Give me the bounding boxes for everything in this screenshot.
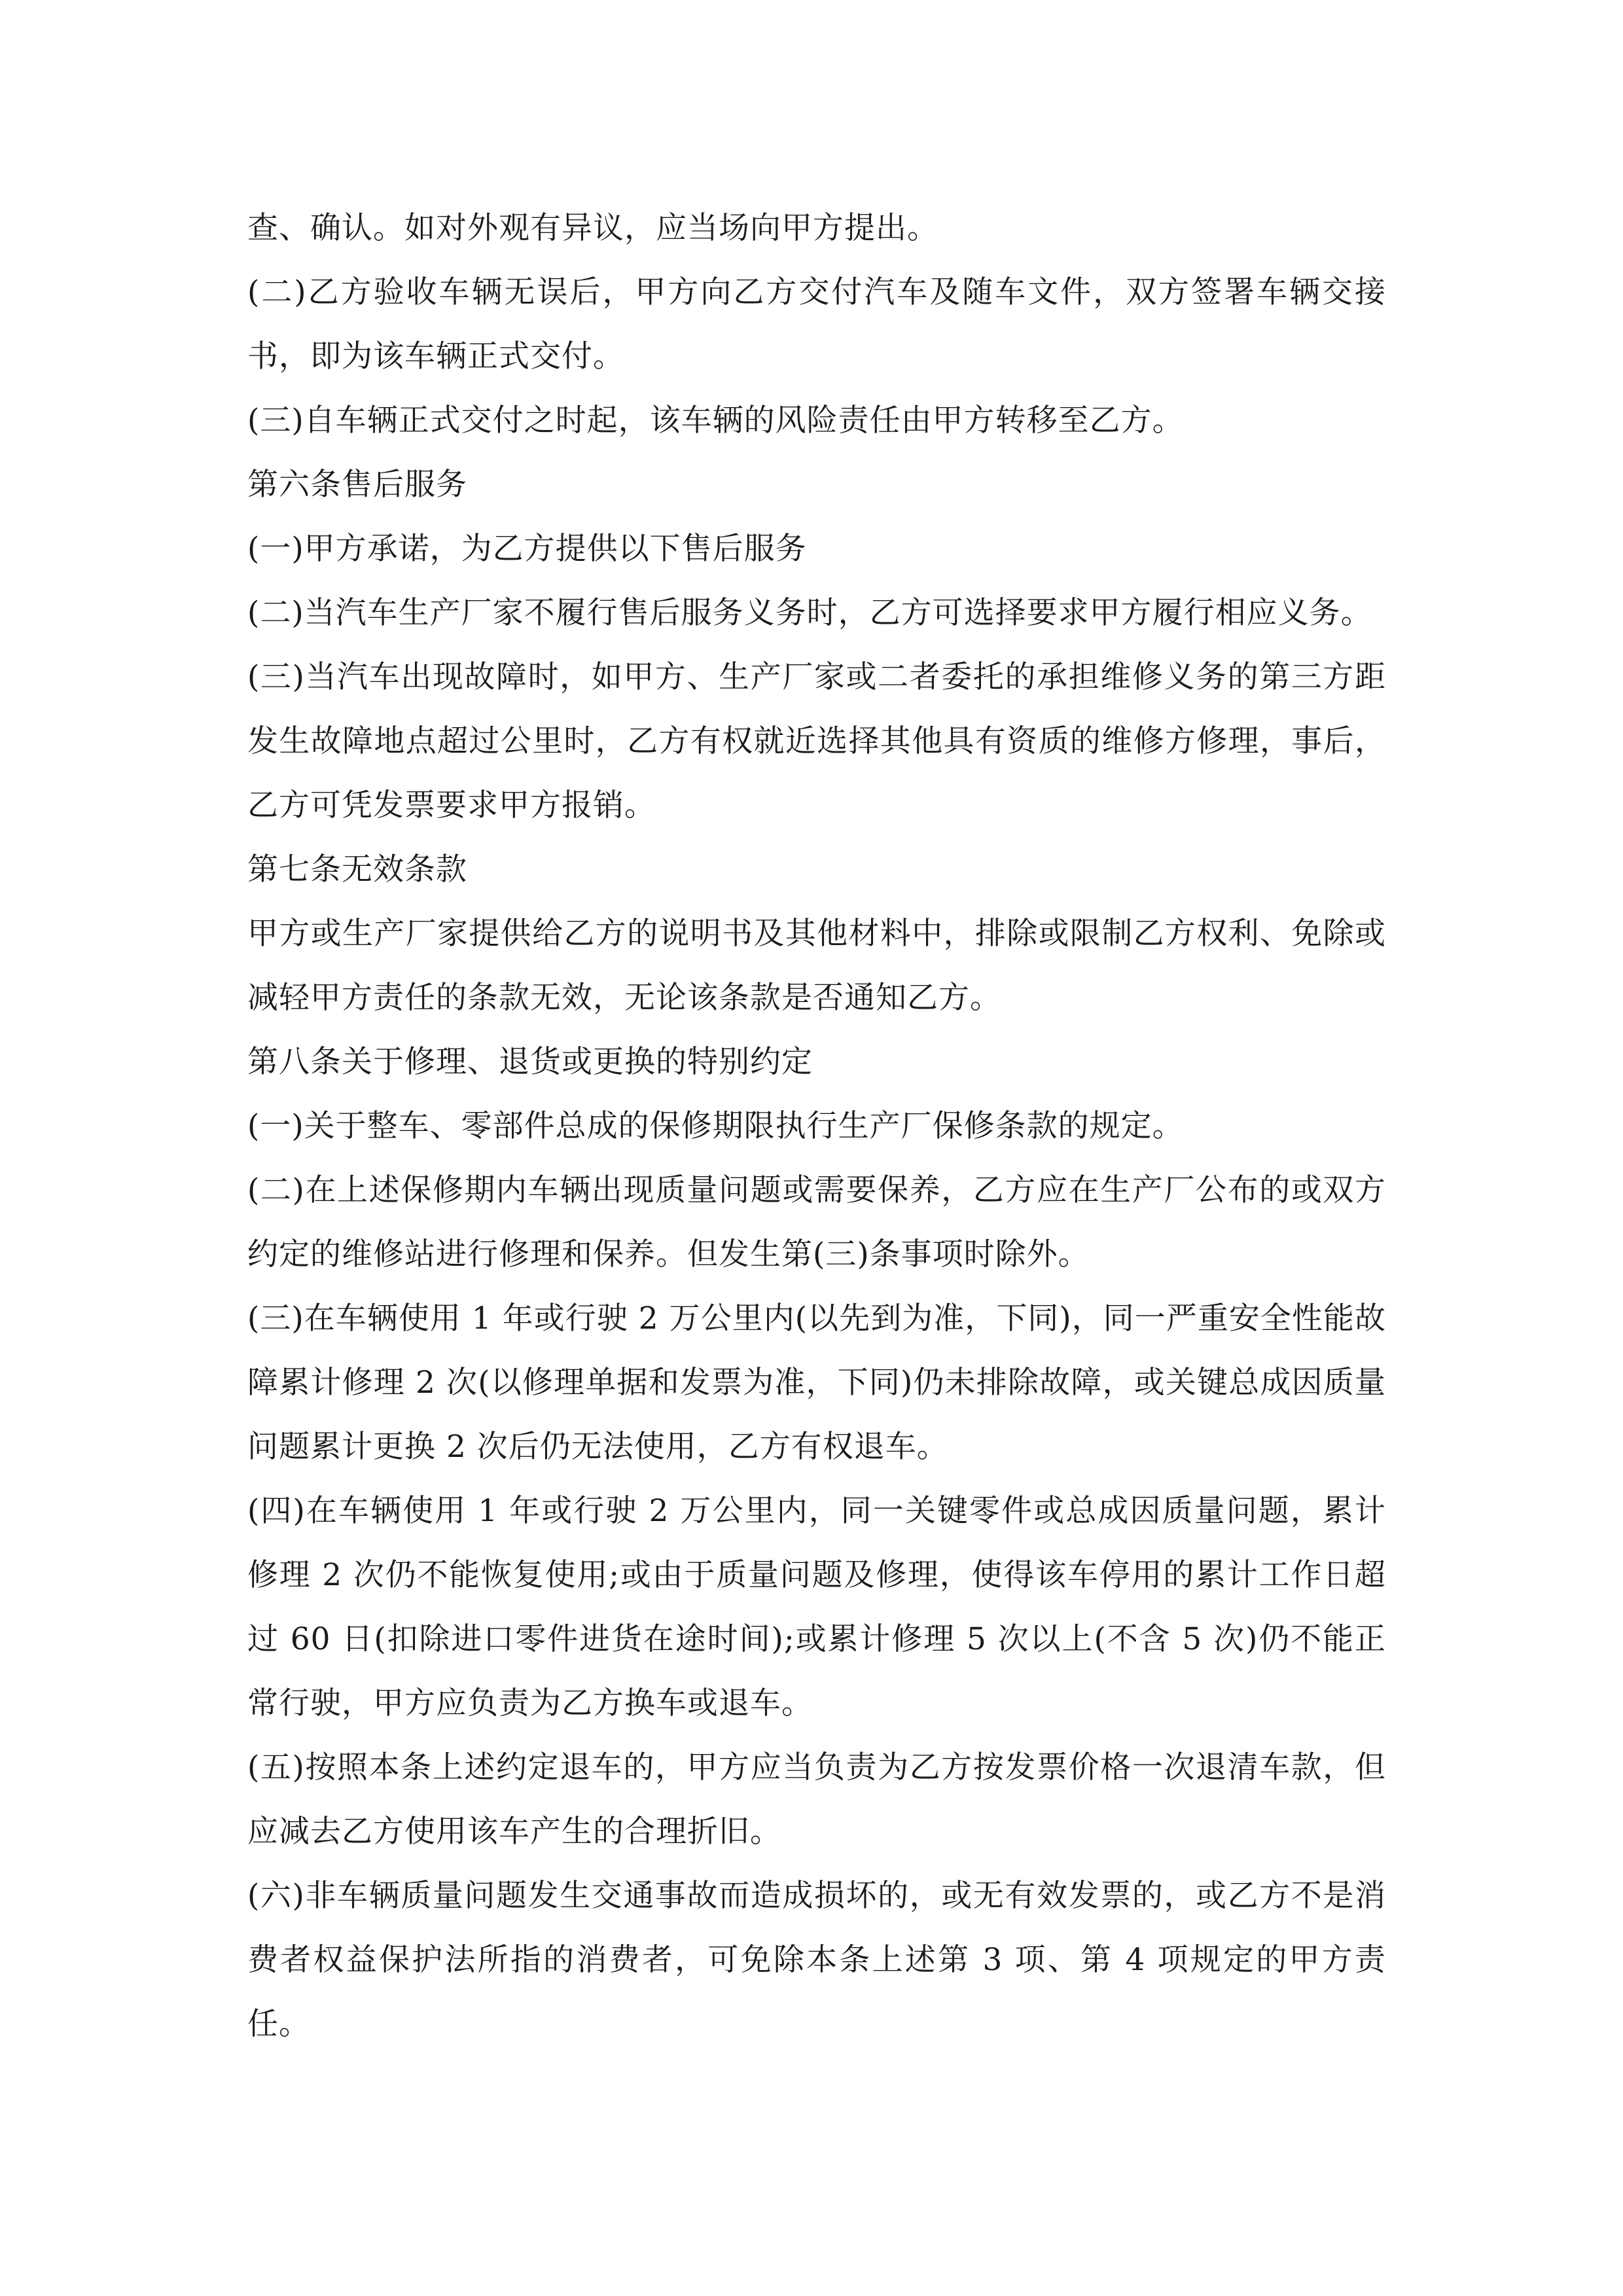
paragraph-repair-reimbursement: (三)当汽车出现故障时，如甲方、生产厂家或二者委托的承担维修义务的第三方距发生故障地点超过公里时，乙方有权就近选择其他具有资质的维修方修理，事后，乙方可凭发票要求甲方报销。 <box>247 659 1386 823</box>
article-7-heading: 第七条无效条款 <box>247 852 467 888</box>
article-6-heading: 第六条售后服务 <box>247 467 467 503</box>
paragraph-warranty-period: (一)关于整车、零部件总成的保修期限执行生产厂保修条款的规定。 <box>247 1108 1184 1144</box>
paragraph-return-condition-safety: (三)在车辆使用 1 年或行驶 2 万公里内(以先到为准，下同)，同一严重安全性能故障累计修理 2 次(以修理单据和发票为准，下同)仍未排除故障，或关键总成因质量问题累计更换 2 次后仍无法使用，乙方有权退车。 <box>247 1300 1386 1465</box>
paragraph-authorized-repair: (二)在上述保修期内车辆出现质量问题或需要保养，乙方应在生产厂公布的或双方约定的维修站进行修理和保养。但发生第(三)条事项时除外。 <box>247 1172 1386 1272</box>
article-8-heading: 第八条关于修理、退货或更换的特别约定 <box>247 1044 813 1080</box>
paragraph-delivery-handover: (二)乙方验收车辆无误后，甲方向乙方交付汽车及随车文件，双方签署车辆交接书，即为该车辆正式交付。 <box>247 274 1386 374</box>
paragraph-invalid-terms: 甲方或生产厂家提供给乙方的说明书及其他材料中，排除或限制乙方权利、免除或减轻甲方责任的条款无效，无论该条款是否通知乙方。 <box>247 916 1386 1016</box>
paragraph-liability-exemption: (六)非车辆质量问题发生交通事故而造成损坏的，或无有效发票的，或乙方不是消费者权益保护法所指的消费者，可免除本条上述第 3 项、第 4 项规定的甲方责任。 <box>247 1878 1386 2042</box>
paragraph-risk-transfer: (三)自车辆正式交付之时起，该车辆的风险责任由甲方转移至乙方。 <box>247 403 1184 439</box>
paragraph-exchange-or-return: (四)在车辆使用 1 年或行驶 2 万公里内，同一关键零件或总成因质量问题，累计修理 2 次仍不能恢复使用;或由于质量问题及修理，使得该车停用的累计工作日超过 60 日(扣除进口零件进货在途时间);或累计修理 5 次以上(不含 5 次)仍不能正常行驶，甲方应负责为乙方换车或退车。 <box>247 1493 1386 1721</box>
paragraph-manufacturer-obligation: (二)当汽车生产厂家不履行售后服务义务时，乙方可选择要求甲方履行相应义务。 <box>247 595 1372 631</box>
paragraph-inspection-continued: 查、确认。如对外观有异议，应当场向甲方提出。 <box>247 210 938 246</box>
paragraph-service-promise: (一)甲方承诺，为乙方提供以下售后服务 <box>247 531 807 567</box>
paragraph-refund-depreciation: (五)按照本条上述约定退车的，甲方应当负责为乙方按发票价格一次退清车款，但应减去乙方使用该车产生的合理折旧。 <box>247 1749 1386 1850</box>
document-body <box>247 196 1386 2056</box>
